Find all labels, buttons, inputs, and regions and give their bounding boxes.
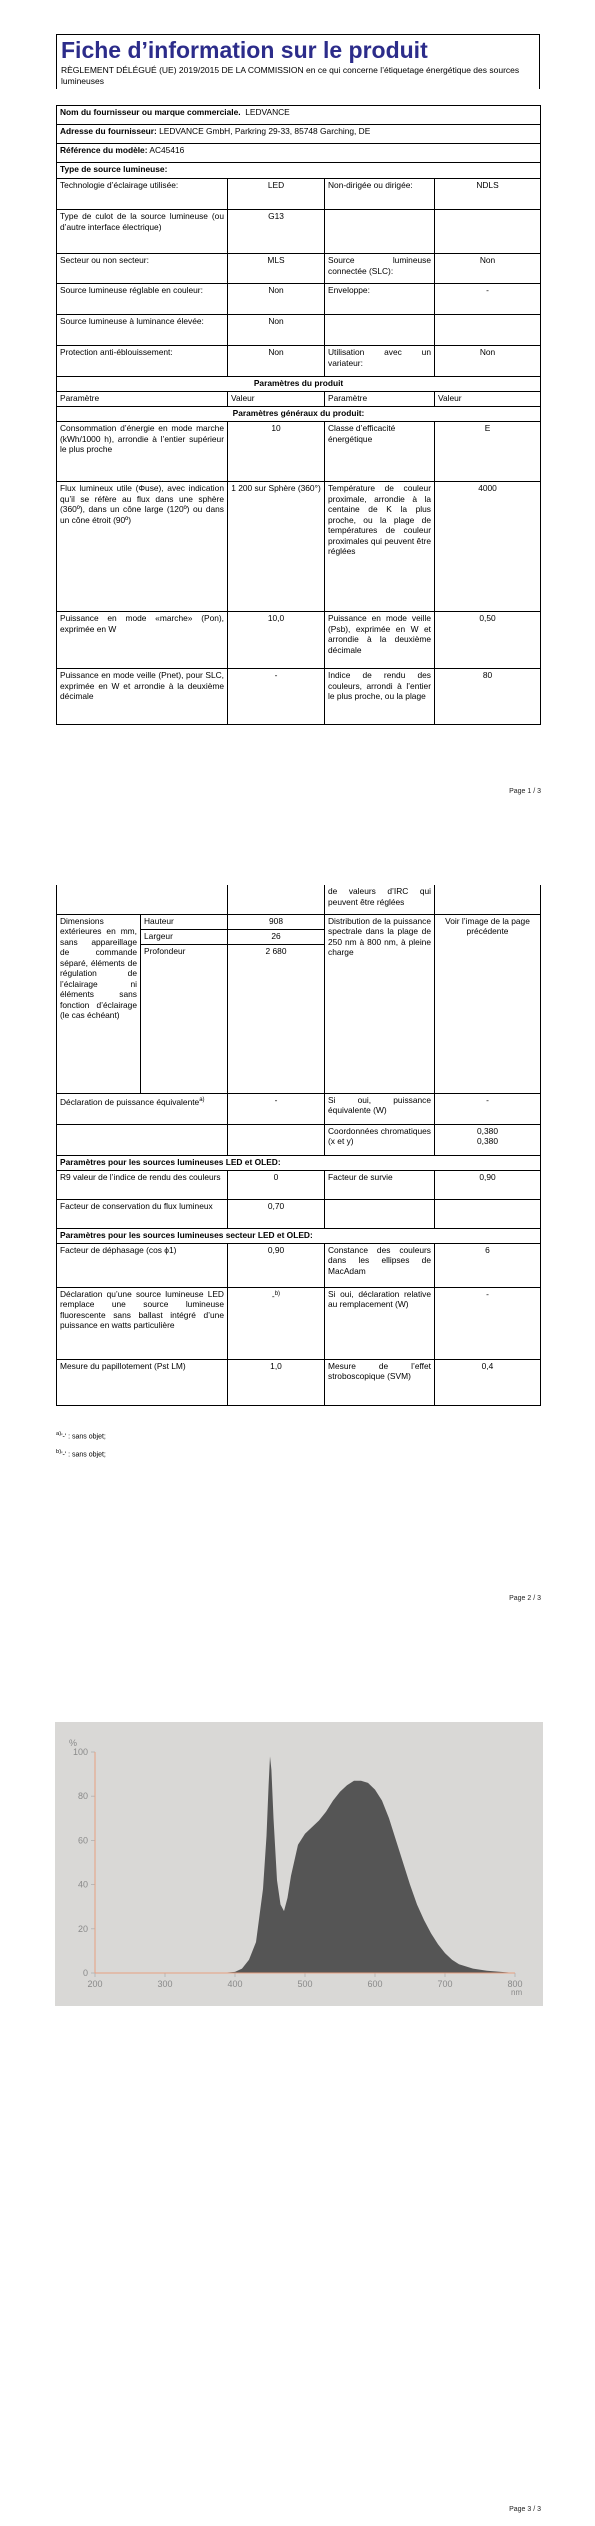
footnote-mark: a) <box>199 1096 205 1103</box>
param-value: Non <box>435 346 541 377</box>
spectral-chart-svg <box>55 1722 543 2006</box>
document-header <box>56 34 540 89</box>
dimension-label: Hauteur <box>141 914 228 929</box>
param-value <box>435 315 541 346</box>
source-type-header: Type de source lumineuse: <box>57 163 541 179</box>
param-value <box>435 210 541 254</box>
table-row <box>57 1243 541 1287</box>
supplier-value: LEDVANCE <box>245 107 290 117</box>
param-value: - <box>435 284 541 315</box>
dimension-value: 2 680 <box>228 944 325 1093</box>
page-number: Page 3 / 3 <box>509 2506 541 2513</box>
param-label: Constance des couleurs dans les ellipses de MacAdam <box>325 1243 435 1287</box>
spd-value: Voir l’image de la page précédente <box>435 914 541 1093</box>
source-type-header-row <box>57 163 541 179</box>
param-label: Source lumineuse à luminance élevée: <box>57 315 228 346</box>
param-value: LED <box>228 179 325 210</box>
param-label: Température de couleur proximale, arrondie à la centaine de K la plus proche, ou la plage de températures de couleur proximales qui peuvent être réglées <box>325 482 435 612</box>
page-2 <box>0 875 595 1635</box>
param-value: 0,4 <box>435 1359 541 1405</box>
regulation-subtitle: RÈGLEMENT DÉLÉGUÉ (UE) 2019/2015 DE LA COMMISSION en ce qui concerne l’étiquetage énergétique des sources lumineuses <box>61 65 520 86</box>
param-label: Flux lumineux utile (Φuse), avec indication qu’il se réfère au flux dans une sphère (360º), dans un cône large (120º) ou dans un cône étroit (90º) <box>57 482 228 612</box>
mains-header-row <box>57 1228 541 1243</box>
footnote-text: '-' : sans objet; <box>61 1451 106 1459</box>
param-value <box>228 1287 325 1359</box>
table-row <box>57 1093 541 1124</box>
param-value: 0,90 <box>435 1170 541 1199</box>
address-row <box>57 125 541 144</box>
table-row <box>57 346 541 377</box>
param-label: Facteur de conservation du flux lumineux <box>57 1199 228 1228</box>
table-row <box>57 422 541 482</box>
param-label: Déclaration qu’une source lumineuse LED remplace une source lumineuse fluorescente sans ballast intégré d’une puissance en watts particulière <box>57 1287 228 1359</box>
param-label: Source lumineuse connectée (SLC): <box>325 254 435 284</box>
page-1 <box>0 0 595 800</box>
param-label <box>325 315 435 346</box>
model-value: AC45416 <box>149 145 185 155</box>
param-label: Classe d’efficacité énergétique <box>325 422 435 482</box>
table-row <box>57 669 541 725</box>
product-info-table <box>56 105 541 725</box>
spectrum-series-area <box>221 1756 515 1973</box>
param-value: 80 <box>435 669 541 725</box>
param-value: 10 <box>228 422 325 482</box>
param-value: Non <box>228 284 325 315</box>
model-row <box>57 144 541 163</box>
y-tick-label: 0 <box>82 1968 88 1978</box>
address-label: Adresse du fournisseur: <box>60 126 157 136</box>
table-row <box>57 1170 541 1199</box>
led-header-row <box>57 1155 541 1170</box>
param-label: Protection anti-éblouissement: <box>57 346 228 377</box>
params-header: Paramètres du produit <box>57 377 541 392</box>
footnote-mark: a) <box>56 1431 62 1437</box>
param-value: MLS <box>228 254 325 284</box>
y-tick-label: 80 <box>77 1791 88 1802</box>
param-value: - <box>228 669 325 725</box>
param-label: Si oui, puissance équivalente (W) <box>325 1093 435 1124</box>
page-number: Page 1 / 3 <box>509 788 541 795</box>
value-text: - <box>271 1290 275 1301</box>
param-label: Puissance en mode veille (Psb), exprimée en W et arrondie à la deuxième décimale <box>325 612 435 669</box>
param-value: 1,0 <box>228 1359 325 1405</box>
dimension-row-height <box>57 914 541 929</box>
y-tick-label: 60 <box>77 1835 88 1846</box>
model-label: Référence du modèle: <box>60 145 148 155</box>
chroma-values <box>435 1124 541 1155</box>
x-tick-label: 700 <box>437 1979 453 1989</box>
document-title: Fiche d’information sur le produit <box>61 37 428 63</box>
param-label <box>325 1199 435 1228</box>
param-label: Enveloppe: <box>325 284 435 315</box>
param-label: Utilisation avec un variateur: <box>325 346 435 377</box>
param-value: G13 <box>228 210 325 254</box>
footnote-a <box>56 1430 106 1441</box>
y-axis-label: % <box>69 1738 78 1748</box>
x-tick-label: 200 <box>87 1979 103 1989</box>
param-label: Coordonnées chromatiques (x et y) <box>325 1124 435 1155</box>
param-value: - <box>435 1287 541 1359</box>
y-tick-label: 100 <box>72 1747 88 1757</box>
param-value: NDLS <box>435 179 541 210</box>
column-header-row <box>57 392 541 407</box>
table-row <box>57 1359 541 1405</box>
dimensions-label: Dimensions extérieures en mm, sans appareillage de commande séparé, éléments de régulation de l’éclairage ni éléments sans fonction d’éclairage (le cas échéant) <box>57 914 141 1093</box>
param-value: 4000 <box>435 482 541 612</box>
supplier-label: Nom du fournisseur ou marque commerciale. <box>60 107 241 117</box>
param-label: de valeurs d’IRC qui peuvent être réglées <box>325 885 435 914</box>
column-header: Paramètre <box>325 392 435 407</box>
param-value: 0,70 <box>228 1199 325 1228</box>
param-label <box>57 1093 228 1124</box>
param-label: Mesure de l’effet stroboscopique (SVM) <box>325 1359 435 1405</box>
table-row <box>57 315 541 346</box>
x-tick-label: 400 <box>227 1979 243 1989</box>
footnote-mark: b) <box>56 1449 62 1455</box>
y-tick-label: 40 <box>77 1879 88 1890</box>
dimension-label: Largeur <box>141 929 228 944</box>
chroma-row <box>57 1124 541 1155</box>
footnote-text: '-' : sans objet; <box>61 1433 106 1441</box>
param-value: Non <box>228 315 325 346</box>
param-label: Si oui, déclaration relative au remplacement (W) <box>325 1287 435 1359</box>
y-tick-label: 20 <box>77 1923 88 1934</box>
table-row <box>57 210 541 254</box>
led-header: Paramètres pour les sources lumineuses LED et OLED: <box>57 1155 541 1170</box>
x-tick-label: 300 <box>157 1979 173 1989</box>
table-row <box>57 1199 541 1228</box>
x-tick-label: 800 <box>507 1979 523 1989</box>
product-info-table-continued <box>56 885 541 1406</box>
param-label: Facteur de déphasage (cos ϕ1) <box>57 1243 228 1287</box>
spd-label: Distribution de la puissance spectrale dans la plage de 250 nm à 800 nm, à pleine charge <box>325 914 435 1093</box>
param-value: 1 200 sur Sphère (360°) <box>228 482 325 612</box>
dimension-label: Profondeur <box>141 944 228 1093</box>
supplier-row <box>57 106 541 125</box>
chroma-x: 0,380 <box>477 1125 498 1136</box>
chroma-y: 0,380 <box>477 1136 498 1146</box>
param-label: Non-dirigée ou dirigée: <box>325 179 435 210</box>
dimension-value: 26 <box>228 929 325 944</box>
params-header-row <box>57 377 541 392</box>
column-header: Valeur <box>228 392 325 407</box>
param-label: R9 valeur de l’indice de rendu des couleurs <box>57 1170 228 1199</box>
footnote-mark: b) <box>274 1290 281 1297</box>
param-label: Mesure du papillotement (Pst LM) <box>57 1359 228 1405</box>
param-label <box>325 210 435 254</box>
equiv-label-text: Déclaration de puissance équivalente <box>60 1096 200 1107</box>
table-row <box>57 284 541 315</box>
param-value: E <box>435 422 541 482</box>
param-value: - <box>228 1093 325 1124</box>
dimension-value: 908 <box>228 914 325 929</box>
param-value: - <box>435 1093 541 1124</box>
mains-header: Paramètres pour les sources lumineuses secteur LED et OLED: <box>57 1228 541 1243</box>
x-axis-label: nm <box>511 1988 523 1997</box>
footnote-b <box>56 1448 106 1459</box>
spectral-distribution-chart <box>55 1722 543 2006</box>
param-value <box>435 1199 541 1228</box>
table-row <box>57 179 541 210</box>
general-header: Paramètres généraux du produit: <box>57 407 541 422</box>
x-tick-label: 500 <box>297 1979 313 1989</box>
column-header: Valeur <box>435 392 541 407</box>
column-header: Paramètre <box>57 392 228 407</box>
param-label: Secteur ou non secteur: <box>57 254 228 284</box>
param-value: 0,90 <box>228 1243 325 1287</box>
x-tick-label: 600 <box>367 1979 383 1989</box>
param-label: Source lumineuse réglable en couleur: <box>57 284 228 315</box>
param-label: Facteur de survie <box>325 1170 435 1199</box>
table-row <box>57 612 541 669</box>
table-row <box>57 254 541 284</box>
param-value: 0,50 <box>435 612 541 669</box>
param-label: Indice de rendu des couleurs, arrondi à l’entier le plus proche, ou la plage <box>325 669 435 725</box>
param-label: Technologie d’éclairage utilisée: <box>57 179 228 210</box>
param-value: 10,0 <box>228 612 325 669</box>
param-label: Consommation d’énergie en mode marche (kWh/1000 h), arrondie à l’entier supérieur le plus proche <box>57 422 228 482</box>
param-value: 0 <box>228 1170 325 1199</box>
param-value: 6 <box>435 1243 541 1287</box>
address-value: LEDVANCE GmbH, Parkring 29-33, 85748 Garching, DE <box>159 126 371 136</box>
general-header-row <box>57 407 541 422</box>
param-label: Puissance en mode veille (Pnet), pour SLC, exprimée en W et arrondie à la deuxième décimale <box>57 669 228 725</box>
table-row <box>57 482 541 612</box>
table-row <box>57 1287 541 1359</box>
page-number: Page 2 / 3 <box>509 1595 541 1602</box>
param-label: Puissance en mode «marche» (Pon), exprimée en W <box>57 612 228 669</box>
cri-continued-row <box>57 885 541 914</box>
param-label: Type de culot de la source lumineuse (ou d’autre interface électrique) <box>57 210 228 254</box>
param-value: Non <box>228 346 325 377</box>
param-value: Non <box>435 254 541 284</box>
